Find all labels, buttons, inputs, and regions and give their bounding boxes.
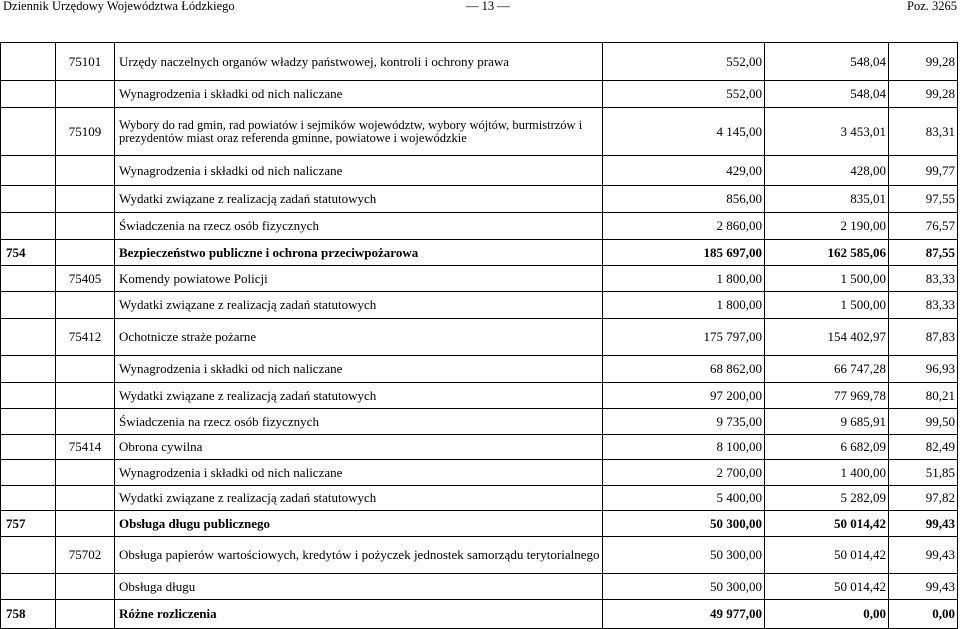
execution-cell: 9 685,91	[765, 409, 889, 435]
percent-cell: 97,55	[889, 186, 958, 213]
percent-cell: 51,85	[889, 460, 958, 486]
rozdzial-code-cell: 75101	[56, 43, 115, 81]
dzial-code-cell	[1, 486, 56, 511]
item-row	[1, 292, 958, 319]
dzial-code-cell	[1, 574, 56, 600]
execution-cell: 428,00	[765, 156, 889, 186]
percent-cell: 97,82	[889, 486, 958, 511]
percent-cell: 99,77	[889, 156, 958, 186]
dzial-code-cell	[1, 43, 56, 81]
execution-cell: 50 014,42	[765, 574, 889, 600]
position-number: Poz. 3265	[907, 0, 957, 13]
page-number: — 13 —	[466, 0, 510, 13]
plan-cell: 9 735,00	[603, 409, 765, 435]
plan-cell: 1 800,00	[603, 266, 765, 292]
plan-cell: 8 100,00	[603, 435, 765, 460]
description-cell: Wydatki związane z realizacją zadań statutowych	[115, 383, 603, 409]
description-cell: Obsługa papierów wartościowych, kredytów i pożyczek jednostek samorządu terytorialnego	[115, 537, 603, 574]
percent-cell: 83,33	[889, 292, 958, 319]
execution-cell: 162 585,06	[765, 240, 889, 266]
percent-cell: 87,55	[889, 240, 958, 266]
rozdzial-code-cell	[56, 409, 115, 435]
item-row	[1, 81, 958, 108]
rozdzial-code-cell	[56, 486, 115, 511]
percent-cell: 76,57	[889, 213, 958, 240]
description-cell: Komendy powiatowe Policji	[115, 266, 603, 292]
item-row	[1, 356, 958, 383]
plan-cell: 1 800,00	[603, 292, 765, 319]
description-cell: Świadczenia na rzecz osób fizycznych	[115, 213, 603, 240]
execution-cell: 548,04	[765, 81, 889, 108]
description-cell: Obrona cywilna	[115, 435, 603, 460]
plan-cell: 97 200,00	[603, 383, 765, 409]
execution-cell: 3 453,01	[765, 108, 889, 156]
execution-cell: 1 500,00	[765, 292, 889, 319]
description-cell: Różne rozliczenia	[115, 600, 603, 629]
rozdzial-code-cell: 75412	[56, 319, 115, 356]
percent-cell: 0,00	[889, 600, 958, 629]
percent-cell: 99,28	[889, 43, 958, 81]
rozdzial-code-cell	[56, 81, 115, 108]
description-cell: Obsługa długu publicznego	[115, 511, 603, 537]
execution-cell: 835,01	[765, 186, 889, 213]
execution-cell: 548,04	[765, 43, 889, 81]
execution-cell: 2 190,00	[765, 213, 889, 240]
percent-cell: 99,43	[889, 537, 958, 574]
plan-cell: 2 700,00	[603, 460, 765, 486]
percent-cell: 87,83	[889, 319, 958, 356]
page-header	[0, 0, 960, 14]
item-row	[1, 186, 958, 213]
rozdzial-code-cell	[56, 460, 115, 486]
percent-cell: 99,28	[889, 81, 958, 108]
rozdzial-code-cell	[56, 240, 115, 266]
rozdzial-code-cell	[56, 383, 115, 409]
rozdzial-code-cell: 75702	[56, 537, 115, 574]
plan-cell: 50 300,00	[603, 511, 765, 537]
rozdzial-row	[1, 319, 958, 356]
plan-cell: 856,00	[603, 186, 765, 213]
execution-cell: 6 682,09	[765, 435, 889, 460]
rozdzial-code-cell: 75414	[56, 435, 115, 460]
description-cell: Urzędy naczelnych organów władzy państwowej, kontroli i ochrony prawa	[115, 43, 603, 81]
percent-cell: 83,33	[889, 266, 958, 292]
description-cell: Bezpieczeństwo publiczne i ochrona przeciwpożarowa	[115, 240, 603, 266]
rozdzial-row	[1, 435, 958, 460]
item-row	[1, 383, 958, 409]
dzial-code-cell	[1, 81, 56, 108]
execution-cell: 66 747,28	[765, 356, 889, 383]
dzial-code-cell	[1, 186, 56, 213]
dzial-row	[1, 511, 958, 537]
plan-cell: 175 797,00	[603, 319, 765, 356]
rozdzial-row	[1, 537, 958, 574]
description-cell: Wydatki związane z realizacją zadań statutowych	[115, 486, 603, 511]
percent-cell: 99,50	[889, 409, 958, 435]
dzial-code-cell	[1, 537, 56, 574]
description-cell: Obsługa długu	[115, 574, 603, 600]
execution-cell: 1 400,00	[765, 460, 889, 486]
dzial-code-cell	[1, 292, 56, 319]
rozdzial-code-cell	[56, 574, 115, 600]
rozdzial-row	[1, 108, 958, 156]
rozdzial-row	[1, 266, 958, 292]
percent-cell: 96,93	[889, 356, 958, 383]
percent-cell: 82,49	[889, 435, 958, 460]
plan-cell: 429,00	[603, 156, 765, 186]
description-cell: Wynagrodzenia i składki od nich naliczane	[115, 156, 603, 186]
dzial-code-cell: 754	[1, 240, 56, 266]
rozdzial-code-cell	[56, 356, 115, 383]
percent-cell: 99,43	[889, 574, 958, 600]
dzial-code-cell	[1, 356, 56, 383]
execution-cell: 50 014,42	[765, 537, 889, 574]
rozdzial-code-cell	[56, 186, 115, 213]
rozdzial-code-cell	[56, 292, 115, 319]
dzial-code-cell	[1, 156, 56, 186]
percent-cell: 99,43	[889, 511, 958, 537]
dzial-code-cell: 758	[1, 600, 56, 629]
description-cell: Wynagrodzenia i składki od nich naliczane	[115, 460, 603, 486]
plan-cell: 552,00	[603, 81, 765, 108]
description-cell: Wydatki związane z realizacją zadań statutowych	[115, 186, 603, 213]
plan-cell: 50 300,00	[603, 537, 765, 574]
dzial-code-cell	[1, 213, 56, 240]
plan-cell: 552,00	[603, 43, 765, 81]
rozdzial-code-cell	[56, 600, 115, 629]
dzial-code-cell	[1, 383, 56, 409]
plan-cell: 50 300,00	[603, 574, 765, 600]
execution-cell: 0,00	[765, 600, 889, 629]
plan-cell: 185 697,00	[603, 240, 765, 266]
journal-title: Dziennik Urzędowy Województwa Łódzkiego	[3, 0, 235, 13]
dzial-code-cell	[1, 435, 56, 460]
item-row	[1, 156, 958, 186]
description-cell: Ochotnicze straże pożarne	[115, 319, 603, 356]
item-row	[1, 409, 958, 435]
dzial-code-cell	[1, 108, 56, 156]
dzial-code-cell: 757	[1, 511, 56, 537]
plan-cell: 49 977,00	[603, 600, 765, 629]
execution-cell: 77 969,78	[765, 383, 889, 409]
rozdzial-code-cell: 75405	[56, 266, 115, 292]
rozdzial-code-cell	[56, 156, 115, 186]
description-cell: Wydatki związane z realizacją zadań statutowych	[115, 292, 603, 319]
description-cell: Wynagrodzenia i składki od nich naliczane	[115, 356, 603, 383]
plan-cell: 5 400,00	[603, 486, 765, 511]
dzial-code-cell	[1, 409, 56, 435]
description-cell: Świadczenia na rzecz osób fizycznych	[115, 409, 603, 435]
rozdzial-code-cell	[56, 213, 115, 240]
item-row	[1, 460, 958, 486]
dzial-row	[1, 240, 958, 266]
rozdzial-code-cell: 75109	[56, 108, 115, 156]
description-cell: Wybory do rad gmin, rad powiatów i sejmików województw, wybory wójtów, burmistrzów i prezydentów miast oraz referenda gminne, powiatowe i wojewódzkie	[115, 108, 603, 156]
rozdzial-row	[1, 43, 958, 81]
dzial-code-cell	[1, 319, 56, 356]
item-row	[1, 486, 958, 511]
execution-cell: 5 282,09	[765, 486, 889, 511]
dzial-code-cell	[1, 460, 56, 486]
dzial-row	[1, 600, 958, 629]
percent-cell: 83,31	[889, 108, 958, 156]
plan-cell: 4 145,00	[603, 108, 765, 156]
percent-cell: 80,21	[889, 383, 958, 409]
dzial-code-cell	[1, 266, 56, 292]
execution-cell: 154 402,97	[765, 319, 889, 356]
item-row	[1, 574, 958, 600]
item-row	[1, 213, 958, 240]
rozdzial-code-cell	[56, 511, 115, 537]
plan-cell: 68 862,00	[603, 356, 765, 383]
description-cell: Wynagrodzenia i składki od nich naliczane	[115, 81, 603, 108]
budget-expenditure-table	[0, 42, 958, 629]
execution-cell: 1 500,00	[765, 266, 889, 292]
execution-cell: 50 014,42	[765, 511, 889, 537]
plan-cell: 2 860,00	[603, 213, 765, 240]
